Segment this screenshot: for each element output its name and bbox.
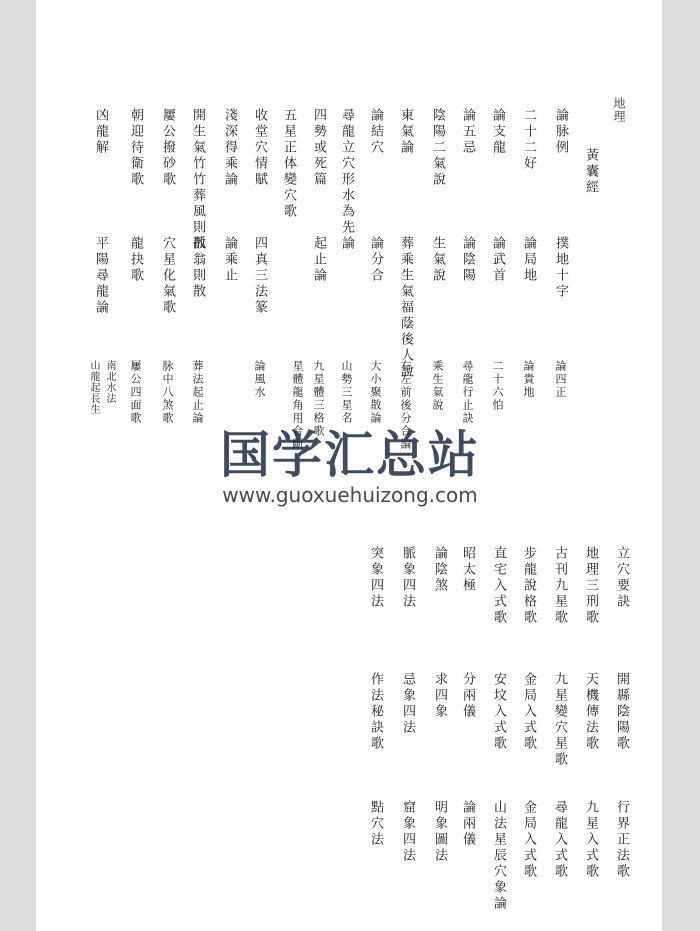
toc-entry: 尋龍立穴形水為先論 xyxy=(339,108,354,252)
toc-entry: 立穴要訣 xyxy=(614,546,629,610)
toc-entry: 凶龍解 xyxy=(93,108,108,156)
toc-entry: 起止論 xyxy=(311,236,326,284)
toc-entry: 分兩儀 xyxy=(460,672,475,720)
toc-entry: 忌象四法 xyxy=(400,672,415,736)
toc-entry: 乘生氣說 xyxy=(431,360,444,412)
toc-entry: 論貴地 xyxy=(522,360,535,399)
toc-entry: 開縣陰陽歌 xyxy=(614,672,629,752)
toc-entry: 龍抉歌 xyxy=(128,236,143,284)
toc-entry: 論兩儀 xyxy=(460,800,475,848)
toc-entry: 論五忌 xyxy=(460,108,475,156)
toc-entry: 葬法起止論 xyxy=(191,360,204,425)
toc-entry: 論乘止 xyxy=(222,236,237,284)
toc-entry: 二十六怕 xyxy=(491,360,504,412)
toc-entry: 古刊九星歌 xyxy=(552,546,567,626)
toc-entry: 星體龍角用合斷 xyxy=(291,360,304,451)
toc-entry: 點穴法 xyxy=(368,800,383,848)
toc-entry: 九星變穴星歌 xyxy=(552,672,567,768)
toc-entry: 平陽尋龍論 xyxy=(93,236,108,316)
toc-entry: 論脉例 xyxy=(553,108,568,156)
toc-entry: 屢公四面歌 xyxy=(129,360,142,425)
toc-entry: 山法星辰穴象論 xyxy=(491,800,506,912)
toc-entry: 東氣論 xyxy=(398,108,413,156)
toc-entry: 五星正体變穴歌 xyxy=(281,108,296,220)
toc-entry: 金局入式歌 xyxy=(521,800,536,880)
toc-entry: 山勢三星名 xyxy=(340,360,353,425)
watermark-text: 国学汇总站 xyxy=(220,426,480,484)
toc-entry: 窟象四法 xyxy=(400,800,415,864)
watermark-url: www.guoxuehuizong.com xyxy=(222,483,478,507)
toc-entry: 山龍起長生 xyxy=(88,360,99,415)
toc-entry: 四真三法篆 xyxy=(252,236,267,316)
toc-entry: 作法秘訣歌 xyxy=(368,672,383,752)
toc-entry: 論風水 xyxy=(253,360,266,399)
toc-entry: 地理三刑歌 xyxy=(583,546,598,626)
toc-entry: 論結穴 xyxy=(368,108,383,156)
toc-entry: 四勢或死篇 xyxy=(311,108,326,188)
toc-entry: 二十二好 xyxy=(521,108,536,172)
toc-entry: 撲地十字 xyxy=(553,236,568,300)
toc-entry: 論支龍 xyxy=(490,108,505,156)
toc-entry: 論四正 xyxy=(554,360,567,399)
toc-entry: 突象四法 xyxy=(368,546,383,610)
toc-entry: 尋龍入式歌 xyxy=(552,800,567,880)
toc-entry: 生氣說 xyxy=(430,236,445,284)
toc-entry: 朝迎待衛歌 xyxy=(128,108,143,188)
toc-entry: 孤翁則散 xyxy=(190,236,205,300)
toc-entry: 葬乘生氣福蔭後人說 xyxy=(398,236,413,380)
section-title: 黃囊經 xyxy=(583,148,598,196)
toc-entry: 論武首 xyxy=(490,236,505,284)
toc-entry: 開生氣竹竹葬風則散 xyxy=(190,108,205,252)
toc-entry: 安坟入式歌 xyxy=(491,672,506,752)
toc-entry: 南北水法 xyxy=(104,360,115,404)
toc-entry: 論局地 xyxy=(521,236,536,284)
toc-entry: 天機傳法歌 xyxy=(583,672,598,752)
toc-entry: 步龍說格歌 xyxy=(521,546,536,626)
toc-entry: 收堂穴情賦 xyxy=(252,108,267,188)
toc-entry: 脈象四法 xyxy=(400,546,415,610)
toc-entry: 九星入式歌 xyxy=(583,800,598,880)
toc-entry: 大小聚散論 xyxy=(369,360,382,425)
toc-entry: 求四象 xyxy=(432,672,447,720)
toc-entry: 論陰煞 xyxy=(432,546,447,594)
toc-entry: 論陰陽 xyxy=(460,236,475,284)
header-label: 地理 xyxy=(612,97,626,123)
toc-entry: 穴星化氣歌 xyxy=(160,236,175,316)
toc-entry: 陰陽二氣說 xyxy=(430,108,445,188)
toc-entry: 直宅入式歌 xyxy=(491,546,506,626)
toc-entry: 金局入式歌 xyxy=(521,672,536,752)
toc-entry: 右左前後分合論 xyxy=(399,360,412,451)
toc-entry: 行界正法歌 xyxy=(614,800,629,880)
toc-entry: 尋龍行止訣 xyxy=(461,360,474,425)
toc-entry: 淺深得乘論 xyxy=(222,108,237,188)
toc-entry: 明象圖法 xyxy=(432,800,447,864)
toc-entry: 脉中八煞歌 xyxy=(161,360,174,425)
toc-entry: 論分合 xyxy=(368,236,383,284)
toc-entry: 九星體三格歌 xyxy=(312,360,325,438)
toc-entry: 屢公撥砂歌 xyxy=(160,108,175,188)
toc-entry: 昭太極 xyxy=(460,546,475,594)
